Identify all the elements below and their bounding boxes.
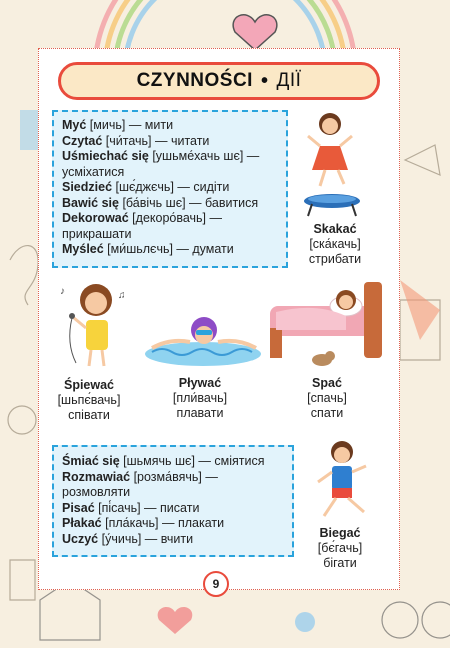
sleeping-girl-illustration	[266, 276, 388, 368]
vocab-translation: [ми́шьлєчь] — думати	[103, 242, 234, 256]
page-number: 9	[203, 571, 229, 597]
vocab-word: Myć	[62, 118, 87, 132]
label-transcription: [спачь]	[307, 391, 347, 405]
label-ukrainian: плавати	[176, 406, 224, 420]
vocab-entry	[62, 180, 278, 196]
label-polish: Pływać	[178, 376, 222, 390]
vocab-entry	[62, 470, 284, 501]
vocab-word: Rozmawiać	[62, 469, 131, 484]
vocab-word: Czytać	[62, 133, 103, 148]
vocab-entry	[62, 516, 284, 532]
vocab-translation: [чи́тачь] — читати	[102, 133, 210, 148]
label-ukrainian: стрибати	[308, 252, 362, 266]
vocabulary-box-bottom	[52, 445, 294, 557]
label-spac	[282, 376, 372, 421]
vocab-translation: [розма́вячь] — розмовляти	[62, 469, 218, 499]
vocab-word: Śmiać się	[62, 454, 120, 468]
vocabulary-box-top	[52, 110, 288, 268]
running-boy-illustration	[306, 438, 376, 524]
vocab-entry	[62, 118, 278, 134]
vocab-word: Myśleć	[62, 242, 104, 256]
label-polish: Spać	[312, 376, 342, 390]
vocab-translation: [у́чичь] — вчити	[98, 531, 194, 546]
title-ukrainian: ДІЇ	[276, 70, 302, 91]
svg-text:♫: ♫	[118, 290, 126, 301]
vocab-word: Uśmiechać się	[62, 149, 149, 163]
vocab-entry	[62, 196, 278, 212]
label-polish: Śpiewać	[63, 378, 115, 392]
vocab-entry	[62, 211, 278, 242]
vocab-translation: [мичь] — мити	[86, 118, 174, 132]
label-transcription: [шьпє́вачь]	[57, 393, 121, 407]
vocab-word: Pisać	[62, 500, 95, 515]
vocab-translation: [декоро́вачь] — прикрашати	[62, 211, 223, 241]
vocab-translation: [ушьме́хачь шє] — усміхатися	[62, 149, 260, 179]
jumping-girl-illustration	[300, 106, 364, 218]
vocab-entry	[62, 501, 284, 517]
label-polish: Skakać	[313, 222, 357, 236]
label-biegac	[300, 526, 380, 571]
vocab-translation: [шє́джєчь] — сидіти	[112, 180, 230, 194]
label-transcription: [ска́качь]	[309, 237, 361, 251]
label-polish: Biegać	[319, 526, 361, 540]
vocab-word: Siedzieć	[62, 180, 113, 194]
label-ukrainian: співати	[68, 408, 110, 422]
vocab-translation: [пі́сачь] — писати	[94, 500, 200, 515]
vocab-word: Płakać	[62, 516, 102, 530]
label-ukrainian: бігати	[323, 556, 357, 570]
page-title	[58, 62, 380, 100]
title-polish: CZYNNOŚCI	[136, 70, 253, 91]
vocab-translation: [ба́вічь шє] — бавитися	[118, 195, 259, 210]
swimming-boy-illustration	[142, 308, 264, 370]
label-transcription: [бє́гачь]	[317, 541, 363, 555]
vocab-word: Uczyć	[62, 531, 99, 546]
label-skakac	[295, 222, 375, 267]
vocab-entry	[62, 149, 278, 180]
label-spiewac	[44, 378, 134, 423]
vocab-entry	[62, 532, 284, 548]
vocab-translation: [шьмячь шє] — сміятися	[119, 454, 265, 468]
title-bullet: •	[260, 69, 269, 92]
label-transcription: [пли́вачь]	[172, 391, 228, 405]
vocab-word: Bawić się	[62, 195, 119, 210]
vocab-entry	[62, 242, 278, 258]
vocab-word: Dekorować	[62, 211, 129, 225]
singing-girl-illustration	[58, 278, 128, 370]
vocab-entry	[62, 454, 284, 470]
svg-text:♪: ♪	[60, 286, 65, 297]
label-ukrainian: спати	[310, 406, 344, 420]
vocab-entry	[62, 134, 278, 150]
label-plywac	[155, 376, 245, 421]
vocab-translation: [пла́качь] — плакати	[101, 516, 225, 530]
